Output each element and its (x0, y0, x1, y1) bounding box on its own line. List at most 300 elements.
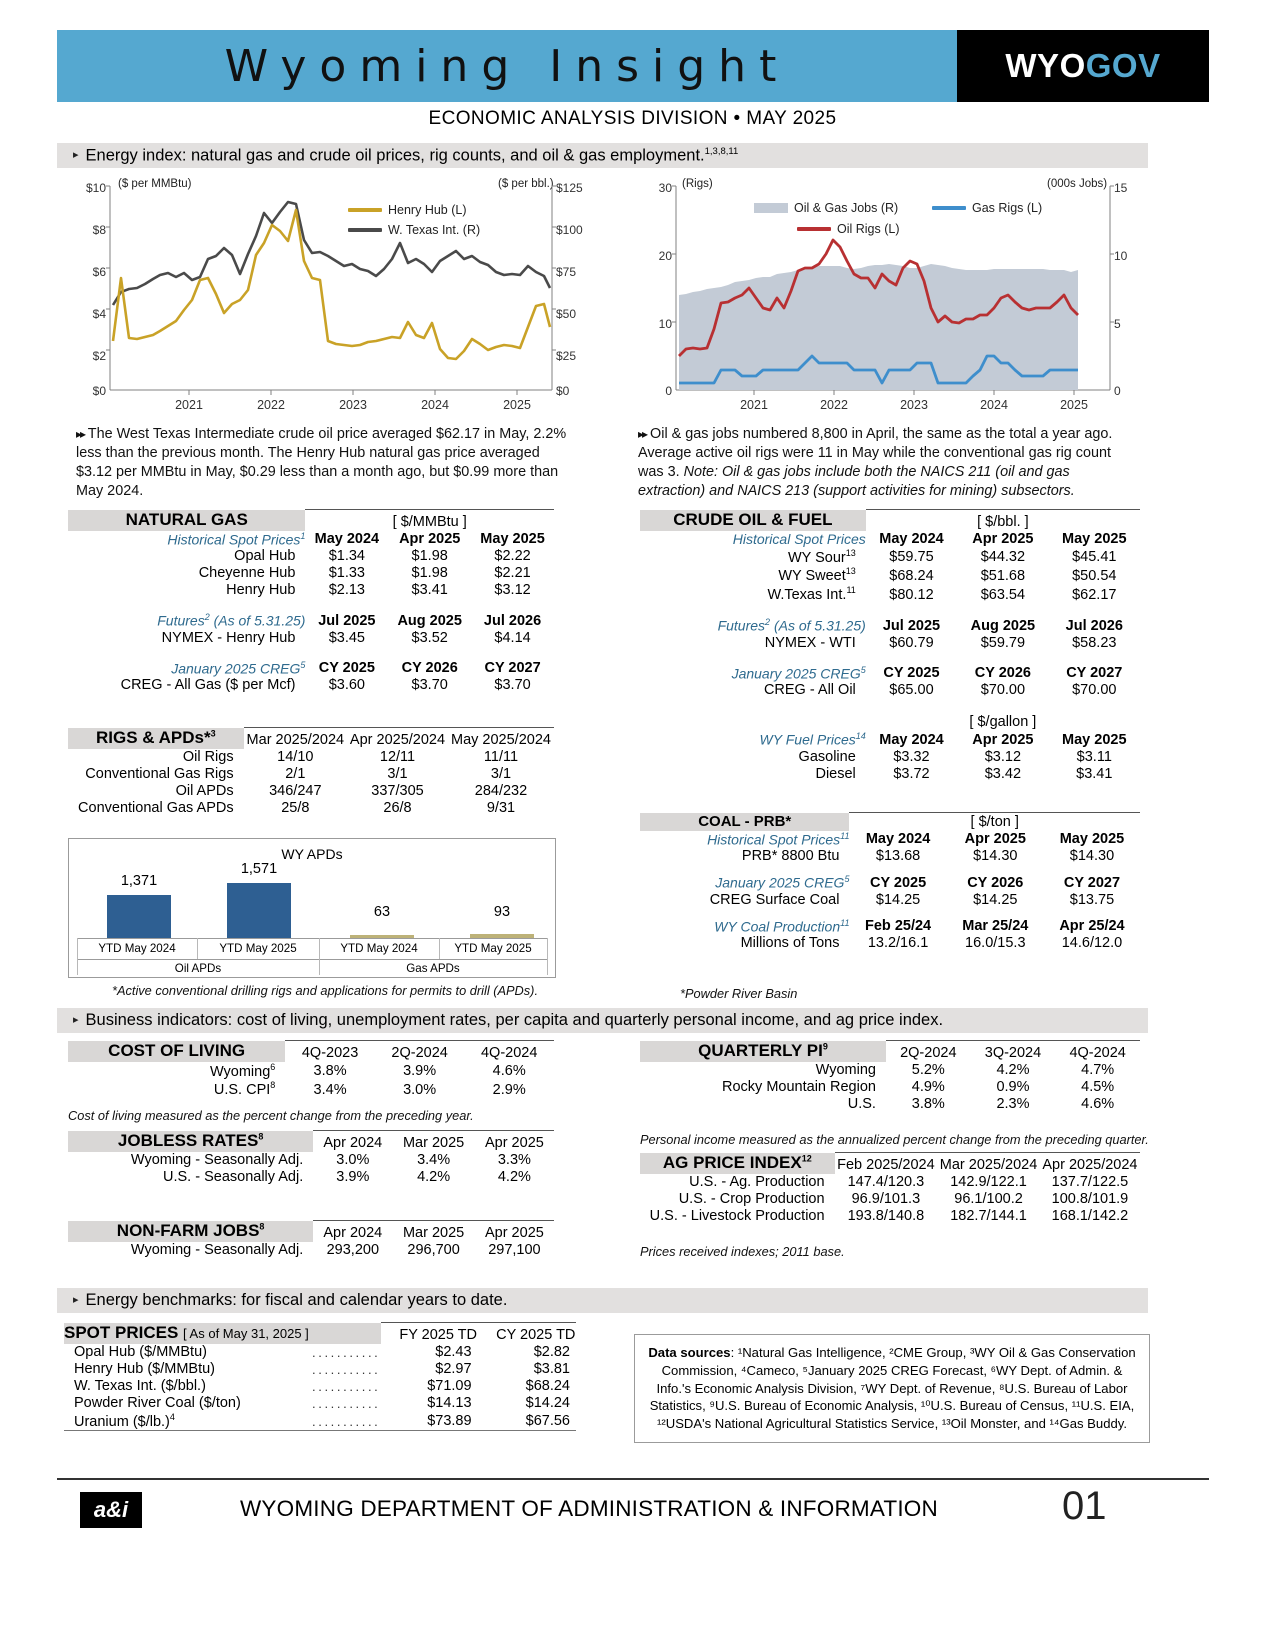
rigs-apds-col-1: Apr 2025/2024 (347, 728, 448, 749)
cell: $68.24 (525, 1377, 570, 1394)
cell: $62.17 (1072, 586, 1117, 603)
rigs-chart-right-unit: (000s Jobs) (1047, 178, 1108, 190)
cell: 4.5% (1081, 1078, 1115, 1095)
quarterly-pi-title: QUARTERLY $PI^9$ (640, 1041, 886, 1062)
section-label-benchmarks: Energy benchmarks: for fiscal and calendar years to date. (85, 1291, 508, 1309)
cost-of-living-col-2: 4Q-2024 (464, 1041, 554, 1062)
coal-b1-col-2: CY 2027 (1063, 874, 1121, 891)
cell: 3.9% (403, 1063, 437, 1080)
cell: 12/11 (379, 748, 416, 765)
coal-b1-label: January 2025 CREG$^5$ (715, 874, 850, 891)
section-label-business: Business indicators: cost of living, unemployment rates, per capita and quarterly personal income, and ag price index. (85, 1011, 944, 1029)
natural-gas-b0-col-2: May 2025 (480, 531, 545, 548)
cell: 3.4% (417, 1151, 451, 1168)
spot-row-powder-river-coal: Powder River Coal ($/ton) (74, 1394, 241, 1411)
table-row (640, 699, 1140, 714)
table-row (640, 1062, 1140, 1079)
cell: $2.13 (328, 582, 365, 599)
cell: $1.98 (411, 548, 448, 565)
cell: 26/8 (383, 799, 412, 816)
cell: $65.00 (889, 682, 934, 699)
crude-oil-b2-label: January 2025 CREG$^5$ (731, 664, 866, 682)
table-row (640, 749, 1140, 766)
natural-gas-b2-col-1: CY 2026 (401, 660, 458, 677)
table-row (68, 677, 554, 694)
blurb-right-text: Oil & gas jobs numbered 8,800 in April, the same as the total a year ago. Average active oil rigs were 11 in May while the conventional gas rig count was 3. (638, 426, 1113, 481)
quarterly-pi-row-us: U.S. (847, 1095, 876, 1112)
ag-col-2: Apr 2025/2024 (1040, 1153, 1140, 1174)
table-row (640, 585, 1140, 604)
prices-ytick-right-5: $0 (556, 384, 570, 398)
rigs-ytick-right-3: 0 (1114, 384, 1121, 398)
natural-gas-unit: [ $/MMBtu ] (305, 510, 554, 531)
table-row (640, 1174, 1140, 1191)
table-row (64, 1323, 576, 1344)
cell: 293,200 (326, 1241, 380, 1258)
crude-oil-b2-col-1: CY 2026 (974, 665, 1031, 682)
table-row (640, 766, 1140, 783)
wyogov-logo (957, 30, 1209, 102)
cell: $59.79 (980, 634, 1026, 651)
prices-chart-left-unit: ($ per MMBtu) (118, 178, 192, 190)
coal-b0-col-1: Apr 2025 (964, 831, 1026, 848)
table-row (640, 548, 1140, 567)
natural-gas-row-opal-hub: Opal Hub (234, 548, 296, 565)
coal-b2-col-0: Feb 25/24 (865, 918, 932, 935)
cell: $2.22 (494, 548, 531, 565)
table-row (68, 531, 554, 549)
fuel-prices-col-2: May 2025 (1062, 731, 1127, 748)
prices-legend-label-0: Henry Hub (L) (388, 203, 467, 217)
coal-b1-col-1: CY 2026 (967, 874, 1024, 891)
cell: 193.8/140.8 (847, 1207, 925, 1224)
cell: 297,100 (488, 1241, 541, 1258)
cell: $3.41 (1076, 765, 1113, 782)
wy-apds-category-2: YTD May 2024 (340, 942, 418, 955)
cell: 3.0% (403, 1082, 437, 1099)
rigs-jobs-chart (642, 178, 1150, 412)
footer-text: WYOMING DEPARTMENT OF ADMINISTRATION & INFORMATION (240, 1496, 938, 1521)
table-row (640, 566, 1140, 585)
cost-of-living-footnote: Cost of living measured as the percent change from the preceding year. (68, 1108, 474, 1123)
cell: $70.00 (1072, 682, 1117, 699)
wy-apds-bar-0 (107, 895, 171, 938)
wy-apds-category-1: YTD May 2025 (219, 942, 297, 955)
wy-apds-value-0: 1,371 (120, 873, 158, 889)
cell: 13.2/16.1 (867, 935, 929, 952)
table-row (640, 1208, 1140, 1225)
natural-gas-b1-col-1: Aug 2025 (397, 612, 462, 629)
prices-xtick-4: 2025 (503, 398, 531, 412)
cell: $67.56 (478, 1412, 576, 1431)
cell: $3.45 (328, 629, 365, 646)
blurb-right (638, 425, 1138, 502)
table-row (640, 874, 1140, 892)
rigs-ytick-right-0: 15 (1114, 181, 1128, 195)
cell: $4.14 (494, 629, 531, 646)
cell: 337/305 (371, 782, 424, 799)
jobless-col-2: Apr 2025 (475, 1131, 554, 1152)
cell: 182.7/144.1 (950, 1207, 1027, 1224)
table-row (68, 510, 554, 531)
blurb-left-text: The West Texas Intermediate crude oil price averaged $62.17 in May, 2.2% less than the previous month. The Henry Hub natural gas price averaged $3.12 per MMBtu in May, $0.29 less than a month ago, but $0.99 more than May 2024. (76, 426, 567, 500)
table-row (640, 617, 1140, 635)
table-row (68, 660, 554, 678)
cell: 4.2% (417, 1168, 451, 1185)
natural-gas-b0-col-0: May 2024 (314, 531, 380, 548)
ag-row-crop: U.S. - Crop Production (678, 1190, 825, 1207)
rigs-ytick-left-1: 20 (658, 249, 672, 263)
cell: 3.8% (313, 1063, 347, 1080)
coal-b2-col-1: Mar 25/24 (962, 918, 1029, 935)
cell: $3.42 (984, 765, 1022, 782)
prices-ytick-left-2: $6 (92, 265, 106, 279)
coal-footnote: *Powder River Basin (680, 986, 798, 1001)
prices-ytick-right-2: $75 (556, 265, 577, 279)
cost-of-living-col-1: 2Q-2024 (375, 1041, 465, 1062)
cell: $2.82 (533, 1343, 570, 1360)
cell: $59.75 (889, 549, 934, 566)
cell: 0.9% (996, 1078, 1030, 1095)
table-row (68, 1221, 554, 1242)
cell: 3/1 (490, 765, 512, 782)
nonfarm-col-2: Apr 2025 (475, 1221, 554, 1242)
quarterly-pi-col-2: 4Q-2024 (1055, 1041, 1140, 1062)
cell: $3.70 (411, 677, 448, 694)
prices-legend-label-1: W. Texas Int. (R) (388, 223, 481, 237)
data-sources-label: Data sources (648, 1345, 731, 1360)
cell: 3.8% (911, 1095, 945, 1112)
table-row (68, 647, 554, 660)
table-row (640, 813, 1140, 831)
rigs-chart-left-unit: (Rigs) (682, 178, 713, 190)
double-arrow-icon: ▸▸ (76, 427, 85, 441)
table-row (64, 1412, 576, 1431)
rigs-chart-plot (642, 178, 1150, 408)
cell: $3.52 (411, 629, 448, 646)
footer-rule (57, 1478, 1209, 1480)
natural-gas-row-cheyenne-hub: Cheyenne Hub (198, 565, 296, 582)
table-row (68, 1169, 554, 1186)
double-arrow-icon: ▸▸ (638, 427, 647, 441)
jobless-rates-table (68, 1130, 554, 1186)
table-row (64, 1395, 576, 1412)
blurb-right-note: Note: Oil & gas jobs include both the NAICS 211 (oil and gas extraction) and NAICS 213 (support activities for mining) subsectors. (638, 464, 1075, 500)
rigs-legend-label-0: Oil & Gas Jobs (R) (794, 201, 899, 215)
crude-oil-b0-label: Historical Spot Prices (732, 530, 866, 547)
spot-row-uranium: Uranium ($/lb.)$^4$ (64, 1412, 312, 1431)
cost-of-living-row-us-cpi: U.S. CPI$^8$ (213, 1080, 276, 1099)
rigs-apds-title: RIGS & APDs*$^3$ (68, 728, 244, 749)
jobless-col-0: Apr 2024 (313, 1131, 392, 1152)
wy-apds-chart (68, 838, 556, 978)
rigs-xtick-4: 2025 (1060, 398, 1088, 412)
prices-chart (68, 178, 608, 412)
jobless-rates-title: JOBLESS RATES$^8$ (68, 1131, 313, 1152)
table-row (640, 935, 1140, 952)
coal-unit: [ $/ton ] (849, 813, 1140, 831)
wy-apds-value-2: 63 (373, 904, 391, 920)
jobless-row-wyoming: Wyoming - Seasonally Adj. (130, 1151, 304, 1168)
quarterly-pi-col-0: 2Q-2024 (886, 1041, 971, 1062)
wy-apds-value-1: 1,571 (240, 861, 278, 877)
quarterly-pi-row-wyoming: Wyoming (815, 1061, 876, 1078)
section-bar-business (57, 1008, 1148, 1033)
cell: $3.81 (533, 1360, 570, 1377)
cell: 3.3% (497, 1151, 531, 1168)
crude-oil-b0-col-0: May 2024 (879, 530, 944, 547)
section-bar-benchmarks (57, 1288, 1148, 1313)
cell: $14.30 (1069, 848, 1115, 865)
leader-dots: ........... (312, 1361, 381, 1377)
natural-gas-table (68, 509, 554, 694)
crude-oil-row-wy-sour: WY Sour$^{13}$ (788, 547, 856, 566)
prices-xtick-2: 2023 (339, 398, 367, 412)
crude-oil-b0-col-1: Apr 2025 (972, 530, 1034, 547)
prices-ytick-left-3: $4 (92, 307, 106, 321)
natural-gas-row-nymex-henry-hub: NYMEX - Henry Hub (161, 629, 296, 646)
prices-chart-right-unit: ($ per bbl.) (498, 178, 554, 190)
natural-gas-b0-col-1: Apr 2025 (399, 531, 461, 548)
rigs-xtick-2: 2023 (900, 398, 928, 412)
ag-price-index-footnote: Prices received indexes; 2011 base. (640, 1244, 845, 1259)
spot-prices-col-0: FY 2025 TD (381, 1323, 478, 1344)
leader-dots: ........... (312, 1412, 381, 1431)
blurb-left (76, 425, 571, 502)
cell: 5.2% (911, 1061, 945, 1078)
triangle-icon: ▸ (73, 1014, 79, 1026)
quarterly-pi-col-1: 3Q-2024 (971, 1041, 1056, 1062)
cell: 11/11 (483, 748, 519, 765)
wy-apds-group-0: Oil APDs (174, 962, 222, 975)
nonfarm-col-0: Apr 2024 (313, 1221, 392, 1242)
table-row (68, 565, 554, 582)
natural-gas-b0-label: Historical Spot Prices$^1$ (167, 530, 306, 548)
cell: $58.23 (1072, 634, 1117, 651)
wy-apds-group-1: Gas APDs (406, 962, 460, 975)
prices-ytick-left-4: $2 (92, 349, 106, 363)
cell: 137.7/122.5 (1051, 1173, 1129, 1190)
cell: 296,700 (407, 1241, 460, 1258)
natural-gas-b2-col-0: CY 2025 (318, 660, 375, 677)
ag-col-1: Mar 2025/2024 (937, 1153, 1040, 1174)
crude-oil-table (640, 509, 1140, 783)
cell: $2.21 (494, 565, 531, 582)
wy-apds-baseline (77, 938, 547, 939)
crude-oil-row-nymex-wti: NYMEX - WTI (764, 634, 856, 651)
coal-table (640, 812, 1140, 952)
table-row (640, 510, 1140, 531)
crude-oil-fuel-unit: [ $/gallon ] (969, 714, 1037, 731)
leader-dots: ........... (312, 1378, 381, 1394)
data-sources-text: : ¹Natural Gas Intelligence, ²CME Group, ³WY Oil & Gas Conservation Commission, ⁴Cameco, ⁵January 2025 CREG Forecast, ⁶WY Dept. of Admin. & Info.'s Economic Analysis Division, ⁷WY Dept. of Revenue, ⁸U.S. Bureau of Labor Statistics, ⁹U.S. Bureau of Economic Analysis, ¹⁰U.S. Bureau of Census, ¹¹U.S. EIA, ¹²USDA's National Agricultural Statistics Service, ¹³Oil Monster, and ¹⁴Gas Buddy. (649, 1345, 1136, 1432)
table-row (640, 665, 1140, 683)
coal-row-creg-surface: CREG Surface Coal (709, 891, 840, 908)
cell: $71.09 (427, 1377, 472, 1394)
cell: $73.89 (381, 1412, 478, 1431)
rigs-ytick-left-3: 0 (665, 384, 672, 398)
cell: $1.34 (328, 548, 365, 565)
spot-prices-title: SPOT PRICES [ As of May 31, 2025 ] (64, 1323, 312, 1344)
ag-row-production: U.S. - Ag. Production (689, 1173, 825, 1190)
crude-oil-b1-col-2: Jul 2026 (1065, 617, 1123, 634)
ag-price-index-title: AG PRICE INDEX$^{12}$ (640, 1153, 835, 1174)
table-row (68, 728, 554, 749)
table-row (68, 749, 554, 766)
table-row (68, 766, 554, 783)
triangle-icon: ▸ (73, 149, 79, 161)
table-row (64, 1344, 576, 1361)
crude-oil-b1-col-1: Aug 2025 (970, 617, 1036, 634)
table-row (64, 1378, 576, 1395)
natural-gas-b1-col-2: Jul 2026 (483, 612, 542, 629)
page-title: Wyoming Insight (224, 40, 790, 92)
table-row (640, 1153, 1140, 1174)
table-row (640, 1079, 1140, 1096)
wy-apds-value-3: 93 (493, 904, 511, 920)
logo-gov-text: GOV (1085, 47, 1161, 84)
coal-b0-col-0: May 2024 (865, 831, 931, 848)
table-row (68, 1041, 554, 1062)
data-sources-box (634, 1334, 1150, 1443)
cost-of-living-title: COST OF LIVING (68, 1041, 285, 1062)
crude-oil-b1-col-0: Jul 2025 (882, 617, 941, 634)
fuel-row-diesel: Diesel (815, 765, 856, 782)
quarterly-pi-footnote: Personal income measured as the annualized percent change from the preceding quarter. (640, 1132, 1149, 1147)
rigs-apds-row-gas-rigs: Conventional Gas Rigs (85, 765, 234, 782)
cell: $14.25 (973, 891, 1018, 908)
coal-b2-label: WY Coal Production$^{11}$ (714, 917, 850, 935)
rigs-xtick-0: 2021 (740, 398, 768, 412)
cell: $3.32 (893, 748, 930, 765)
prices-ytick-left-1: $8 (92, 223, 106, 237)
quarterly-pi-row-rocky-mountain: Rocky Mountain Region (722, 1078, 876, 1095)
crude-oil-b0-col-2: May 2025 (1062, 530, 1127, 547)
table-row (640, 1096, 1140, 1113)
cell: 3.9% (336, 1168, 370, 1185)
cell: $3.72 (893, 765, 930, 782)
rigs-ytick-right-1: 10 (1114, 249, 1128, 263)
section-energy-index-footnote: 1,3,8,11 (704, 145, 739, 157)
cell: 2/1 (285, 765, 306, 782)
cell: $14.13 (427, 1394, 472, 1411)
table-row (68, 548, 554, 565)
coal-b2-col-2: Apr 25/24 (1059, 918, 1125, 935)
table-row (68, 800, 554, 817)
cell: $3.60 (328, 677, 365, 694)
cell: $60.79 (889, 634, 934, 651)
table-row (640, 848, 1140, 865)
cell: 25/8 (281, 799, 310, 816)
cell: $45.41 (1072, 549, 1117, 566)
coal-row-millions-of-tons: Millions of Tons (740, 935, 840, 952)
cell: $14.25 (875, 891, 921, 908)
cell: $50.54 (1072, 568, 1117, 585)
table-row (640, 918, 1140, 936)
jobless-row-us: U.S. - Seasonally Adj. (163, 1168, 304, 1185)
cell: $3.11 (1076, 748, 1112, 765)
cell: 4.6% (1081, 1095, 1115, 1112)
wy-apds-bar-1 (227, 883, 291, 938)
spot-row-opal-hub: Opal Hub ($/MMBtu) (74, 1343, 207, 1360)
masthead-title-band (57, 30, 957, 102)
crude-oil-b1-label: Futures$^2$ (As of 5.31.25) (717, 616, 866, 634)
cell: $2.97 (435, 1360, 472, 1377)
cell: $3.12 (494, 582, 531, 599)
crude-oil-row-creg-all-oil: CREG - All Oil (763, 682, 856, 699)
cell: 142.9/122.1 (950, 1173, 1027, 1190)
rigs-apds-col-2: May 2025/2024 (448, 728, 554, 749)
spot-row-wti: W. Texas Int. ($/bbl.) (74, 1377, 206, 1394)
cell: 9/31 (486, 799, 516, 816)
quarterly-pi-table (640, 1040, 1140, 1113)
rigs-apds-row-oil-rigs: Oil Rigs (182, 748, 234, 765)
rigs-ytick-left-0: 30 (658, 181, 672, 195)
cell: $63.54 (980, 586, 1026, 603)
cell: $1.33 (328, 565, 365, 582)
coal-b1-col-0: CY 2025 (869, 874, 927, 891)
prices-ytick-right-0: $125 (556, 181, 583, 195)
rigs-apds-col-0: Mar 2025/2024 (244, 728, 347, 749)
table-row (68, 1080, 554, 1099)
rigs-ytick-left-2: 10 (658, 317, 672, 331)
table-row (640, 831, 1140, 849)
cell: 346/247 (269, 782, 322, 799)
prices-xtick-1: 2022 (257, 398, 285, 412)
ai-logo-text: a&i (93, 1497, 129, 1522)
non-farm-jobs-table (68, 1220, 554, 1259)
rigs-legend-label-1: Gas Rigs (L) (972, 201, 1043, 215)
fuel-row-gasoline: Gasoline (798, 748, 856, 765)
rigs-apds-table (68, 727, 554, 817)
cell: $80.12 (889, 586, 934, 603)
prices-xtick-0: 2021 (175, 398, 203, 412)
cell: $13.75 (1069, 891, 1115, 908)
cell: 4.2% (497, 1168, 531, 1185)
cell: 96.9/101.3 (851, 1190, 921, 1207)
rigs-apds-footnote: *Active conventional drilling rigs and applications for permits to drill (APDs). (111, 983, 539, 998)
subtitle: ECONOMIC ANALYSIS DIVISION • MAY 2025 (428, 108, 837, 129)
logo-wyo-text: WYO (1005, 47, 1086, 84)
table-row (640, 731, 1140, 749)
cell: 147.4/120.3 (847, 1173, 925, 1190)
table-row (640, 635, 1140, 652)
table-row (640, 1191, 1140, 1208)
natural-gas-b1-label: Futures$^2$ (As of 5.31.25) (157, 612, 306, 629)
cell: $3.12 (984, 748, 1022, 765)
table-row (640, 892, 1140, 909)
prices-ytick-left-0: $10 (85, 181, 106, 195)
rigs-legend-label-2: Oil Rigs (L) (837, 222, 900, 236)
prices-ytick-right-3: $50 (556, 307, 577, 321)
table-row (68, 1242, 554, 1259)
cell: $3.41 (411, 582, 448, 599)
table-row (640, 682, 1140, 699)
wy-apds-category-3: YTD May 2025 (454, 942, 532, 955)
table-row (640, 1041, 1140, 1062)
cell: 4.7% (1081, 1061, 1115, 1078)
wy-apds-category-0: YTD May 2024 (98, 942, 176, 955)
crude-oil-row-wti: W.Texas Int.$^{11}$ (767, 585, 856, 603)
cell: $1.98 (411, 565, 448, 582)
cell: 168.1/142.2 (1051, 1207, 1129, 1224)
leader-dots: ........... (312, 1395, 381, 1411)
cell: 14.6/12.0 (1061, 935, 1123, 952)
cell: 4.2% (996, 1061, 1030, 1078)
table-row (68, 612, 554, 630)
nonfarm-row-wyoming: Wyoming - Seasonally Adj. (130, 1241, 304, 1258)
table-row (68, 783, 554, 800)
